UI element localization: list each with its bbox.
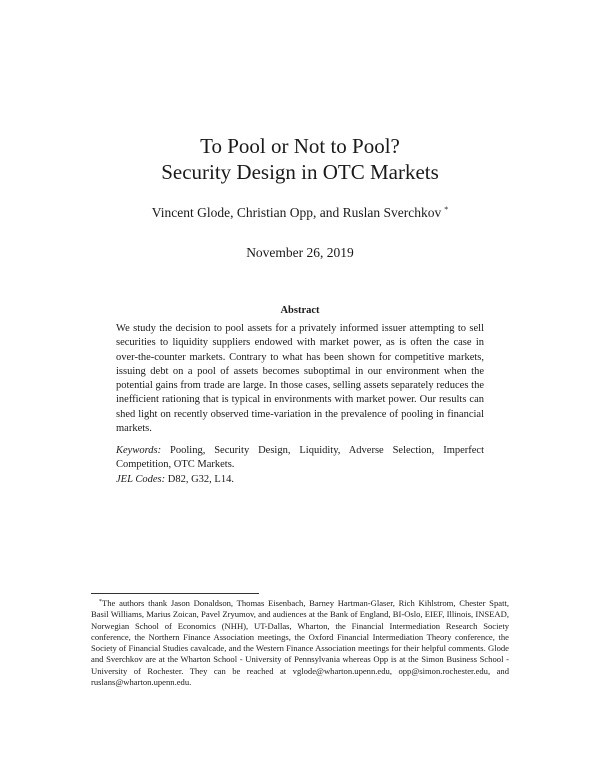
abstract-text: We study the decision to pool assets for a privately informed issuer attempting to sell securities to liquidity suppliers endowed with market power, as is often the case in over-the-counter markets. Contrary to what has been shown for competitive markets, issuing debt on a pool of assets becomes suboptimal in our environment when the potential gains from trade are large. In those cases, selling assets separately reduces the inefficient rationing that is typical in environments with market power. Our results can shed light on recently observed time-variation in the prevalence of pooling in financial markets.: [116, 323, 484, 435]
jel-label: JEL Codes:: [116, 474, 166, 485]
jel-codes: [116, 473, 484, 487]
paper-title: [0, 133, 600, 185]
footnote: [91, 597, 509, 688]
keywords: [116, 444, 484, 473]
footnote-text: The authors thank Jason Donaldson, Thomas Eisenbach, Barney Hartman-Glaser, Rich Kihlstrom, Chester Spatt, Basil Williams, Marius Zoican, Pavel Zryumov, and audiences at the Bank of England, BI-Oslo, EIEF, Illinois, INSEAD, Norwegian School of Economics (NHH), UT-Dallas, Wharton, the Financial Intermediation Research Society conference, the Northern Finance Association meetings, the Oxford Financial Intermediation Theory conference, the Society of Financial Studies cavalcade, and the Western Finance Association meetings for their helpful comments. Glode and Sverchkov are at the Wharton School - University of Pennsylvania whereas Opp is at the Simon Business School - University of Rochester. They can be reached at vglode@wharton.upenn.edu, opp@simon.rochester.edu, and ruslans@wharton.upenn.edu.: [91, 598, 509, 688]
publication-date: November 26, 2019: [246, 245, 354, 260]
footnote-mark: *: [99, 599, 102, 605]
jel-text: D82, G32, L14.: [167, 474, 234, 485]
keywords-text: Pooling, Security Design, Liquidity, Adverse Selection, Imperfect Competition, OTC Markets.: [116, 445, 484, 471]
author-names: Vincent Glode, Christian Opp, and Ruslan Sverchkov: [151, 205, 442, 220]
title-line-2: Security Design in OTC Markets: [161, 160, 439, 184]
author-footnote-mark[interactable]: *: [444, 205, 449, 214]
abstract-heading: Abstract: [280, 305, 320, 316]
author-list: [0, 202, 600, 221]
keywords-label: Keywords:: [116, 445, 162, 456]
title-line-1: To Pool or Not to Pool?: [200, 134, 400, 158]
footnote-rule: [91, 593, 259, 594]
